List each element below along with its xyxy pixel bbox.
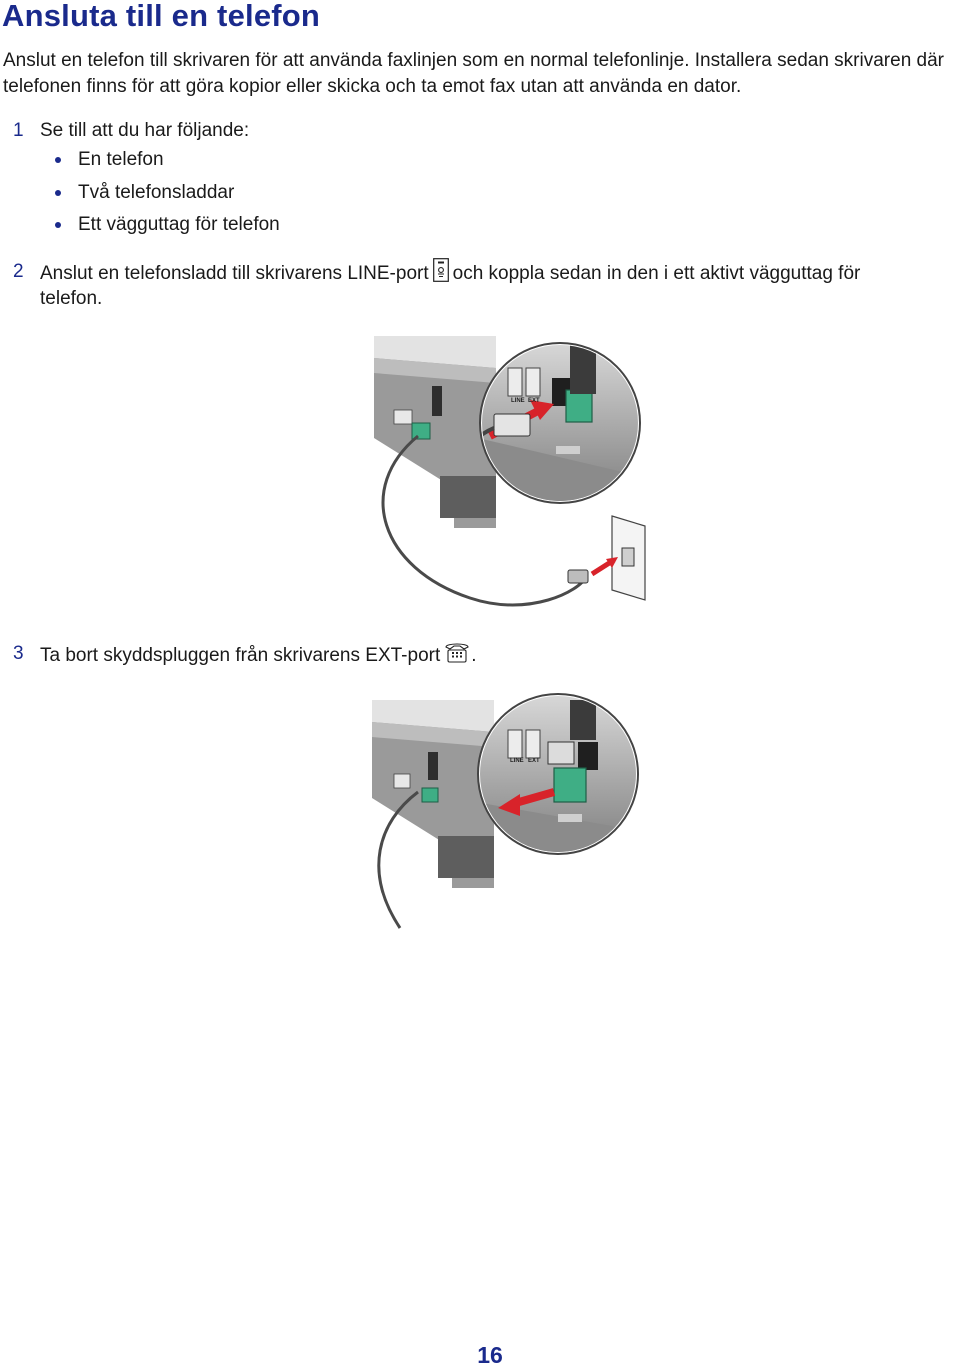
step-text: Anslut en telefonsladd till skrivarens LINE-port	[40, 263, 429, 284]
ext-label: EXT	[528, 758, 540, 764]
step-1	[13, 117, 913, 145]
ext-port-icon	[444, 640, 470, 672]
line-label: LINE	[511, 398, 525, 404]
step-text-continued: och koppla sedan in den i ett aktivt vägguttag för	[452, 263, 861, 284]
bullet-icon	[55, 190, 61, 196]
bullet-icon	[55, 157, 61, 163]
step-text-line2: telefon.	[40, 288, 103, 309]
page-number: 16	[477, 1342, 503, 1368]
bullet-icon	[55, 222, 61, 228]
requirements-list	[52, 146, 280, 244]
page-title: Ansluta till en telefon	[2, 0, 321, 33]
step-2	[13, 258, 960, 314]
intro-paragraph: Anslut en telefon till skrivaren för att använda faxlinjen som en normal telefonlinje. Installera sedan skrivaren där telefonen finns för att göra kopior eller skicka och ta emot fax utan att använda en dator.	[3, 50, 945, 97]
step-3	[13, 640, 913, 670]
printer-line-port-illustration	[370, 328, 655, 618]
step-number: 1	[13, 120, 24, 141]
step-number: 2	[13, 261, 24, 282]
printer-ext-port-illustration	[368, 692, 653, 937]
step-number: 3	[13, 643, 24, 664]
step-text-continued: .	[471, 645, 477, 666]
list-item: En telefon	[52, 146, 280, 179]
list-item: Två telefonsladdar	[52, 179, 280, 212]
line-port-icon	[433, 258, 449, 290]
ext-label: EXT	[528, 398, 540, 404]
step-text: Ta bort skyddspluggen från skrivarens EXT-port	[40, 645, 441, 666]
list-item: Ett vägguttag för telefon	[52, 211, 280, 244]
line-label: LINE	[510, 758, 524, 764]
step-text: Se till att du har följande:	[40, 120, 250, 141]
